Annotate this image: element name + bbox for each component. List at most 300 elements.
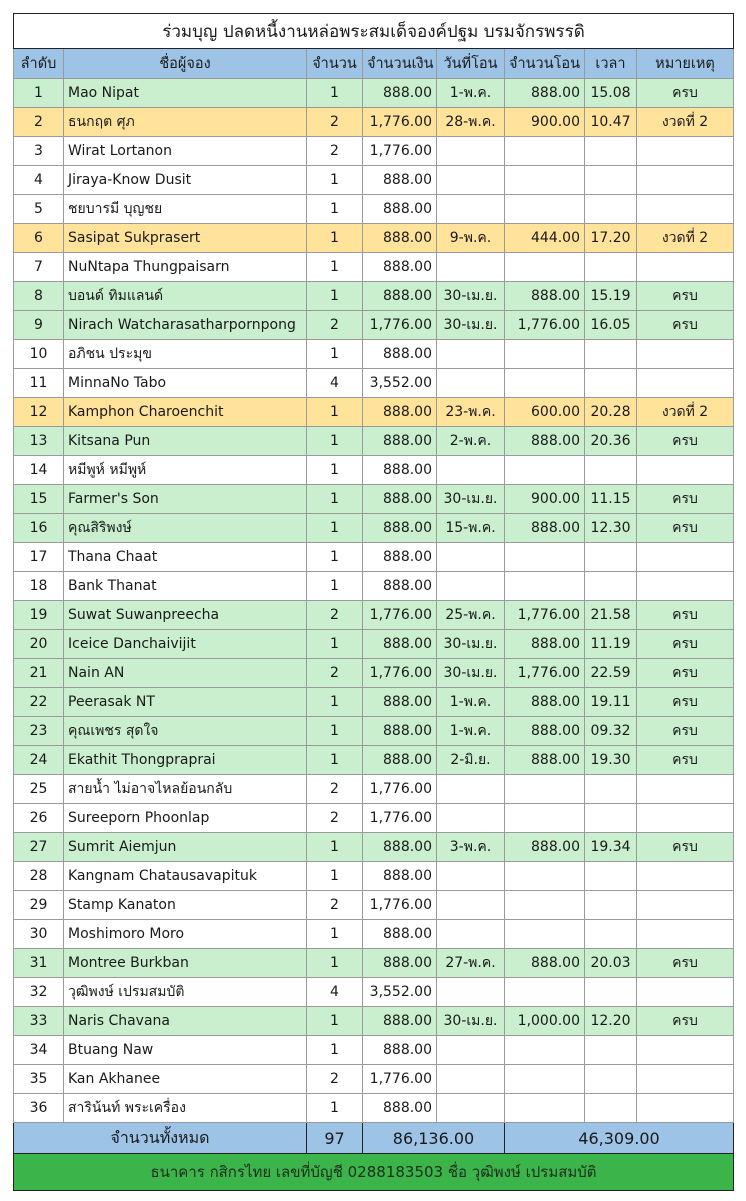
table-row xyxy=(14,1007,734,1036)
cell-time xyxy=(585,543,637,572)
cell-date: 30-เม.ย. xyxy=(437,659,505,688)
cell-date xyxy=(437,804,505,833)
cell-date xyxy=(437,1094,505,1123)
cell-qty: 1 xyxy=(307,833,363,862)
cell-amount: 888.00 xyxy=(363,543,437,572)
cell-date xyxy=(437,456,505,485)
cell-date xyxy=(437,862,505,891)
table-row xyxy=(14,920,734,949)
cell-paid xyxy=(505,543,585,572)
cell-paid xyxy=(505,572,585,601)
cell-time xyxy=(585,253,637,282)
cell-paid: 1,000.00 xyxy=(505,1007,585,1036)
cell-time: 19.34 xyxy=(585,833,637,862)
cell-note: ครบ xyxy=(637,514,734,543)
cell-paid: 888.00 xyxy=(505,79,585,108)
cell-qty: 2 xyxy=(307,775,363,804)
cell-date: 30-เม.ย. xyxy=(437,282,505,311)
cell-qty: 1 xyxy=(307,79,363,108)
cell-paid xyxy=(505,920,585,949)
cell-qty: 1 xyxy=(307,920,363,949)
cell-qty: 2 xyxy=(307,137,363,166)
cell-paid xyxy=(505,253,585,282)
cell-time: 19.30 xyxy=(585,746,637,775)
cell-time: 15.19 xyxy=(585,282,637,311)
cell-date xyxy=(437,195,505,224)
cell-name: Farmer's Son xyxy=(64,485,307,514)
cell-amount: 888.00 xyxy=(363,1036,437,1065)
cell-qty: 1 xyxy=(307,398,363,427)
cell-qty: 1 xyxy=(307,717,363,746)
cell-no: 27 xyxy=(14,833,64,862)
cell-amount: 888.00 xyxy=(363,166,437,195)
cell-no: 5 xyxy=(14,195,64,224)
cell-paid: 888.00 xyxy=(505,282,585,311)
cell-no: 2 xyxy=(14,108,64,137)
cell-date: 30-เม.ย. xyxy=(437,485,505,514)
cell-date xyxy=(437,253,505,282)
cell-time xyxy=(585,804,637,833)
cell-name: Moshimoro Moro xyxy=(64,920,307,949)
cell-qty: 2 xyxy=(307,1065,363,1094)
cell-name: Sasipat Sukprasert xyxy=(64,224,307,253)
cell-qty: 1 xyxy=(307,427,363,456)
cell-note: ครบ xyxy=(637,746,734,775)
cell-amount: 1,776.00 xyxy=(363,659,437,688)
cell-note: ครบ xyxy=(637,1007,734,1036)
cell-time: 17.20 xyxy=(585,224,637,253)
cell-name: Sumrit Aiemjun xyxy=(64,833,307,862)
cell-time: 12.20 xyxy=(585,1007,637,1036)
cell-amount: 1,776.00 xyxy=(363,891,437,920)
cell-note: ครบ xyxy=(637,717,734,746)
cell-name: Suwat Suwanpreecha xyxy=(64,601,307,630)
cell-note: ครบ xyxy=(637,659,734,688)
cell-qty: 1 xyxy=(307,688,363,717)
cell-note xyxy=(637,137,734,166)
cell-time xyxy=(585,369,637,398)
table-row xyxy=(14,1094,734,1123)
cell-time xyxy=(585,137,637,166)
cell-no: 13 xyxy=(14,427,64,456)
header-note: หมายเหตุ xyxy=(637,49,734,79)
total-qty: 97 xyxy=(307,1123,363,1154)
cell-amount: 888.00 xyxy=(363,630,437,659)
cell-time: 10.47 xyxy=(585,108,637,137)
cell-date: 27-พ.ค. xyxy=(437,949,505,978)
cell-note xyxy=(637,920,734,949)
cell-time xyxy=(585,572,637,601)
bank-row xyxy=(14,1154,734,1191)
table-row xyxy=(14,137,734,166)
cell-amount: 3,552.00 xyxy=(363,369,437,398)
cell-name: Sureeporn Phoonlap xyxy=(64,804,307,833)
table-row xyxy=(14,311,734,340)
cell-qty: 1 xyxy=(307,1007,363,1036)
cell-no: 17 xyxy=(14,543,64,572)
total-amount: 86,136.00 xyxy=(363,1123,505,1154)
cell-qty: 1 xyxy=(307,166,363,195)
cell-date xyxy=(437,1065,505,1094)
cell-note: ครบ xyxy=(637,688,734,717)
total-paid: 46,309.00 xyxy=(505,1123,734,1154)
cell-time: 11.19 xyxy=(585,630,637,659)
cell-no: 18 xyxy=(14,572,64,601)
cell-amount: 888.00 xyxy=(363,79,437,108)
cell-qty: 1 xyxy=(307,456,363,485)
table-row xyxy=(14,79,734,108)
table-row xyxy=(14,833,734,862)
cell-qty: 1 xyxy=(307,572,363,601)
cell-note xyxy=(637,166,734,195)
cell-no: 3 xyxy=(14,137,64,166)
cell-amount: 888.00 xyxy=(363,485,437,514)
cell-name: Thana Chaat xyxy=(64,543,307,572)
cell-no: 12 xyxy=(14,398,64,427)
table-row xyxy=(14,282,734,311)
bank-info: ธนาคาร กสิกรไทย เลขที่บัญชี 0288183503 ชื่อ วุฒิพงษ์ เปรมสมบัติ xyxy=(14,1154,734,1191)
donation-table xyxy=(13,13,734,1191)
cell-paid: 888.00 xyxy=(505,949,585,978)
cell-no: 15 xyxy=(14,485,64,514)
header-row xyxy=(14,49,734,79)
cell-name: สาริน้นท์ พระเครื่อง xyxy=(64,1094,307,1123)
cell-note: ครบ xyxy=(637,427,734,456)
cell-amount: 888.00 xyxy=(363,514,437,543)
cell-time xyxy=(585,340,637,369)
cell-qty: 1 xyxy=(307,862,363,891)
cell-note xyxy=(637,195,734,224)
table-row xyxy=(14,195,734,224)
header-amount: จำนวนเงิน xyxy=(363,49,437,79)
cell-note xyxy=(637,369,734,398)
cell-amount: 1,776.00 xyxy=(363,137,437,166)
sheet-title: ร่วมบุญ ปลดหนี้งานหล่อพระสมเด็จองค์ปฐม บรมจักรพรรดิ xyxy=(14,14,734,49)
cell-no: 19 xyxy=(14,601,64,630)
table-row xyxy=(14,746,734,775)
cell-no: 6 xyxy=(14,224,64,253)
cell-paid: 444.00 xyxy=(505,224,585,253)
table-row xyxy=(14,630,734,659)
cell-note xyxy=(637,1094,734,1123)
cell-no: 34 xyxy=(14,1036,64,1065)
cell-time: 20.28 xyxy=(585,398,637,427)
cell-time xyxy=(585,920,637,949)
cell-name: Ekathit Thongpraprai xyxy=(64,746,307,775)
cell-name: วุฒิพงษ์ เปรมสมบัติ xyxy=(64,978,307,1007)
cell-name: Kan Akhanee xyxy=(64,1065,307,1094)
cell-note: ครบ xyxy=(637,949,734,978)
total-label: จำนวนทั้งหมด xyxy=(14,1123,307,1154)
cell-name: Kangnam Chatausavapituk xyxy=(64,862,307,891)
cell-qty: 1 xyxy=(307,543,363,572)
cell-date xyxy=(437,137,505,166)
header-name: ชื่อผู้จอง xyxy=(64,49,307,79)
cell-qty: 2 xyxy=(307,804,363,833)
cell-note: ครบ xyxy=(637,311,734,340)
cell-amount: 888.00 xyxy=(363,253,437,282)
cell-amount: 888.00 xyxy=(363,833,437,862)
cell-date: 25-พ.ค. xyxy=(437,601,505,630)
cell-note: ครบ xyxy=(637,601,734,630)
cell-note: ครบ xyxy=(637,282,734,311)
cell-no: 31 xyxy=(14,949,64,978)
cell-no: 23 xyxy=(14,717,64,746)
cell-amount: 888.00 xyxy=(363,427,437,456)
cell-paid xyxy=(505,166,585,195)
cell-amount: 888.00 xyxy=(363,1094,437,1123)
cell-name: Bank Thanat xyxy=(64,572,307,601)
cell-paid xyxy=(505,1094,585,1123)
header-date: วันที่โอน xyxy=(437,49,505,79)
cell-qty: 2 xyxy=(307,311,363,340)
cell-name: บอนด์ ทิมแลนด์ xyxy=(64,282,307,311)
cell-note: ครบ xyxy=(637,79,734,108)
cell-date: 9-พ.ค. xyxy=(437,224,505,253)
cell-note xyxy=(637,978,734,1007)
cell-note: งวดที่ 2 xyxy=(637,224,734,253)
cell-name: MinnaNo Tabo xyxy=(64,369,307,398)
cell-qty: 2 xyxy=(307,108,363,137)
cell-no: 25 xyxy=(14,775,64,804)
cell-date: 30-เม.ย. xyxy=(437,1007,505,1036)
table-row xyxy=(14,601,734,630)
cell-time xyxy=(585,775,637,804)
cell-amount: 888.00 xyxy=(363,340,437,369)
cell-date: 1-พ.ค. xyxy=(437,717,505,746)
cell-note xyxy=(637,543,734,572)
cell-name: Nain AN xyxy=(64,659,307,688)
table-row xyxy=(14,485,734,514)
cell-time: 19.11 xyxy=(585,688,637,717)
cell-date: 28-พ.ค. xyxy=(437,108,505,137)
cell-qty: 1 xyxy=(307,195,363,224)
cell-qty: 2 xyxy=(307,601,363,630)
cell-qty: 1 xyxy=(307,485,363,514)
cell-time xyxy=(585,195,637,224)
table-body xyxy=(14,79,734,1123)
table-row xyxy=(14,804,734,833)
cell-no: 29 xyxy=(14,891,64,920)
cell-date: 3-พ.ค. xyxy=(437,833,505,862)
cell-qty: 1 xyxy=(307,630,363,659)
cell-no: 33 xyxy=(14,1007,64,1036)
table-row xyxy=(14,224,734,253)
cell-paid xyxy=(505,891,585,920)
cell-name: Kamphon Charoenchit xyxy=(64,398,307,427)
table-row xyxy=(14,398,734,427)
cell-time: 16.05 xyxy=(585,311,637,340)
cell-no: 10 xyxy=(14,340,64,369)
cell-amount: 888.00 xyxy=(363,746,437,775)
cell-qty: 1 xyxy=(307,514,363,543)
cell-paid xyxy=(505,369,585,398)
cell-time: 20.03 xyxy=(585,949,637,978)
cell-paid: 900.00 xyxy=(505,485,585,514)
cell-time: 12.30 xyxy=(585,514,637,543)
cell-name: ธนกฤต ศุภ xyxy=(64,108,307,137)
cell-no: 32 xyxy=(14,978,64,1007)
cell-qty: 1 xyxy=(307,1036,363,1065)
cell-date xyxy=(437,1036,505,1065)
cell-date: 30-เม.ย. xyxy=(437,311,505,340)
cell-name: คุณเพชร สุดใจ xyxy=(64,717,307,746)
cell-date xyxy=(437,543,505,572)
cell-amount: 1,776.00 xyxy=(363,804,437,833)
cell-qty: 2 xyxy=(307,891,363,920)
cell-amount: 888.00 xyxy=(363,920,437,949)
cell-note xyxy=(637,340,734,369)
cell-no: 1 xyxy=(14,79,64,108)
cell-no: 22 xyxy=(14,688,64,717)
cell-paid xyxy=(505,978,585,1007)
cell-amount: 1,776.00 xyxy=(363,311,437,340)
cell-note: ครบ xyxy=(637,833,734,862)
cell-name: Montree Burkban xyxy=(64,949,307,978)
cell-name: ชยบารมี บุญชย xyxy=(64,195,307,224)
cell-qty: 1 xyxy=(307,746,363,775)
cell-time xyxy=(585,862,637,891)
cell-paid: 1,776.00 xyxy=(505,601,585,630)
table-row xyxy=(14,659,734,688)
cell-amount: 888.00 xyxy=(363,949,437,978)
cell-time: 20.36 xyxy=(585,427,637,456)
cell-date: 1-พ.ค. xyxy=(437,688,505,717)
table-row xyxy=(14,340,734,369)
cell-name: Nirach Watcharasatharpornpong xyxy=(64,311,307,340)
table-row xyxy=(14,949,734,978)
cell-paid: 888.00 xyxy=(505,833,585,862)
cell-note: ครบ xyxy=(637,485,734,514)
cell-name: Btuang Naw xyxy=(64,1036,307,1065)
cell-name: Peerasak NT xyxy=(64,688,307,717)
cell-note: งวดที่ 2 xyxy=(637,398,734,427)
cell-name: NuNtapa Thungpaisarn xyxy=(64,253,307,282)
cell-date: 30-เม.ย. xyxy=(437,630,505,659)
header-qty: จำนวน xyxy=(307,49,363,79)
cell-date xyxy=(437,775,505,804)
cell-date: 2-มิ.ย. xyxy=(437,746,505,775)
cell-date xyxy=(437,369,505,398)
cell-time xyxy=(585,1094,637,1123)
table-row xyxy=(14,688,734,717)
donation-sheet xyxy=(13,13,733,1191)
cell-note xyxy=(637,572,734,601)
title-row xyxy=(14,14,734,49)
cell-no: 30 xyxy=(14,920,64,949)
cell-time xyxy=(585,166,637,195)
cell-qty: 4 xyxy=(307,369,363,398)
cell-paid: 900.00 xyxy=(505,108,585,137)
cell-time: 09.32 xyxy=(585,717,637,746)
cell-date xyxy=(437,572,505,601)
cell-paid xyxy=(505,804,585,833)
table-row xyxy=(14,891,734,920)
cell-time xyxy=(585,891,637,920)
cell-no: 9 xyxy=(14,311,64,340)
cell-qty: 1 xyxy=(307,282,363,311)
cell-date: 1-พ.ค. xyxy=(437,79,505,108)
header-no: ลำดับ xyxy=(14,49,64,79)
total-row xyxy=(14,1123,734,1154)
cell-time: 22.59 xyxy=(585,659,637,688)
cell-no: 21 xyxy=(14,659,64,688)
cell-time: 11.15 xyxy=(585,485,637,514)
table-row xyxy=(14,1036,734,1065)
table-row xyxy=(14,253,734,282)
cell-name: Stamp Kanaton xyxy=(64,891,307,920)
cell-no: 26 xyxy=(14,804,64,833)
table-row xyxy=(14,543,734,572)
table-row xyxy=(14,572,734,601)
cell-qty: 1 xyxy=(307,224,363,253)
cell-amount: 3,552.00 xyxy=(363,978,437,1007)
cell-date xyxy=(437,920,505,949)
cell-paid xyxy=(505,862,585,891)
cell-amount: 888.00 xyxy=(363,282,437,311)
header-paid: จำนวนโอน xyxy=(505,49,585,79)
cell-time: 15.08 xyxy=(585,79,637,108)
header-time: เวลา xyxy=(585,49,637,79)
cell-date: 15-พ.ค. xyxy=(437,514,505,543)
cell-paid xyxy=(505,775,585,804)
cell-date: 2-พ.ค. xyxy=(437,427,505,456)
cell-note xyxy=(637,804,734,833)
table-row xyxy=(14,514,734,543)
cell-no: 28 xyxy=(14,862,64,891)
table-row xyxy=(14,369,734,398)
cell-amount: 888.00 xyxy=(363,688,437,717)
cell-qty: 1 xyxy=(307,1094,363,1123)
cell-note xyxy=(637,1065,734,1094)
table-row xyxy=(14,862,734,891)
cell-paid: 888.00 xyxy=(505,514,585,543)
cell-note xyxy=(637,775,734,804)
cell-time xyxy=(585,1065,637,1094)
cell-name: Naris Chavana xyxy=(64,1007,307,1036)
cell-no: 36 xyxy=(14,1094,64,1123)
cell-no: 35 xyxy=(14,1065,64,1094)
cell-date xyxy=(437,978,505,1007)
cell-note xyxy=(637,1036,734,1065)
cell-amount: 888.00 xyxy=(363,224,437,253)
cell-no: 20 xyxy=(14,630,64,659)
cell-paid xyxy=(505,195,585,224)
cell-amount: 888.00 xyxy=(363,862,437,891)
cell-amount: 888.00 xyxy=(363,572,437,601)
cell-paid: 888.00 xyxy=(505,688,585,717)
cell-paid: 1,776.00 xyxy=(505,659,585,688)
table-row xyxy=(14,717,734,746)
cell-amount: 1,776.00 xyxy=(363,601,437,630)
cell-date xyxy=(437,166,505,195)
table-row xyxy=(14,1065,734,1094)
cell-paid: 600.00 xyxy=(505,398,585,427)
cell-no: 7 xyxy=(14,253,64,282)
cell-name: สายน้ำ ไม่อาจไหลย้อนกลับ xyxy=(64,775,307,804)
cell-qty: 1 xyxy=(307,340,363,369)
cell-name: Kitsana Pun xyxy=(64,427,307,456)
cell-date: 23-พ.ค. xyxy=(437,398,505,427)
cell-paid xyxy=(505,1065,585,1094)
cell-paid xyxy=(505,456,585,485)
cell-paid: 888.00 xyxy=(505,717,585,746)
cell-paid xyxy=(505,137,585,166)
cell-amount: 1,776.00 xyxy=(363,1065,437,1094)
cell-qty: 2 xyxy=(307,659,363,688)
table-row xyxy=(14,978,734,1007)
cell-amount: 1,776.00 xyxy=(363,775,437,804)
